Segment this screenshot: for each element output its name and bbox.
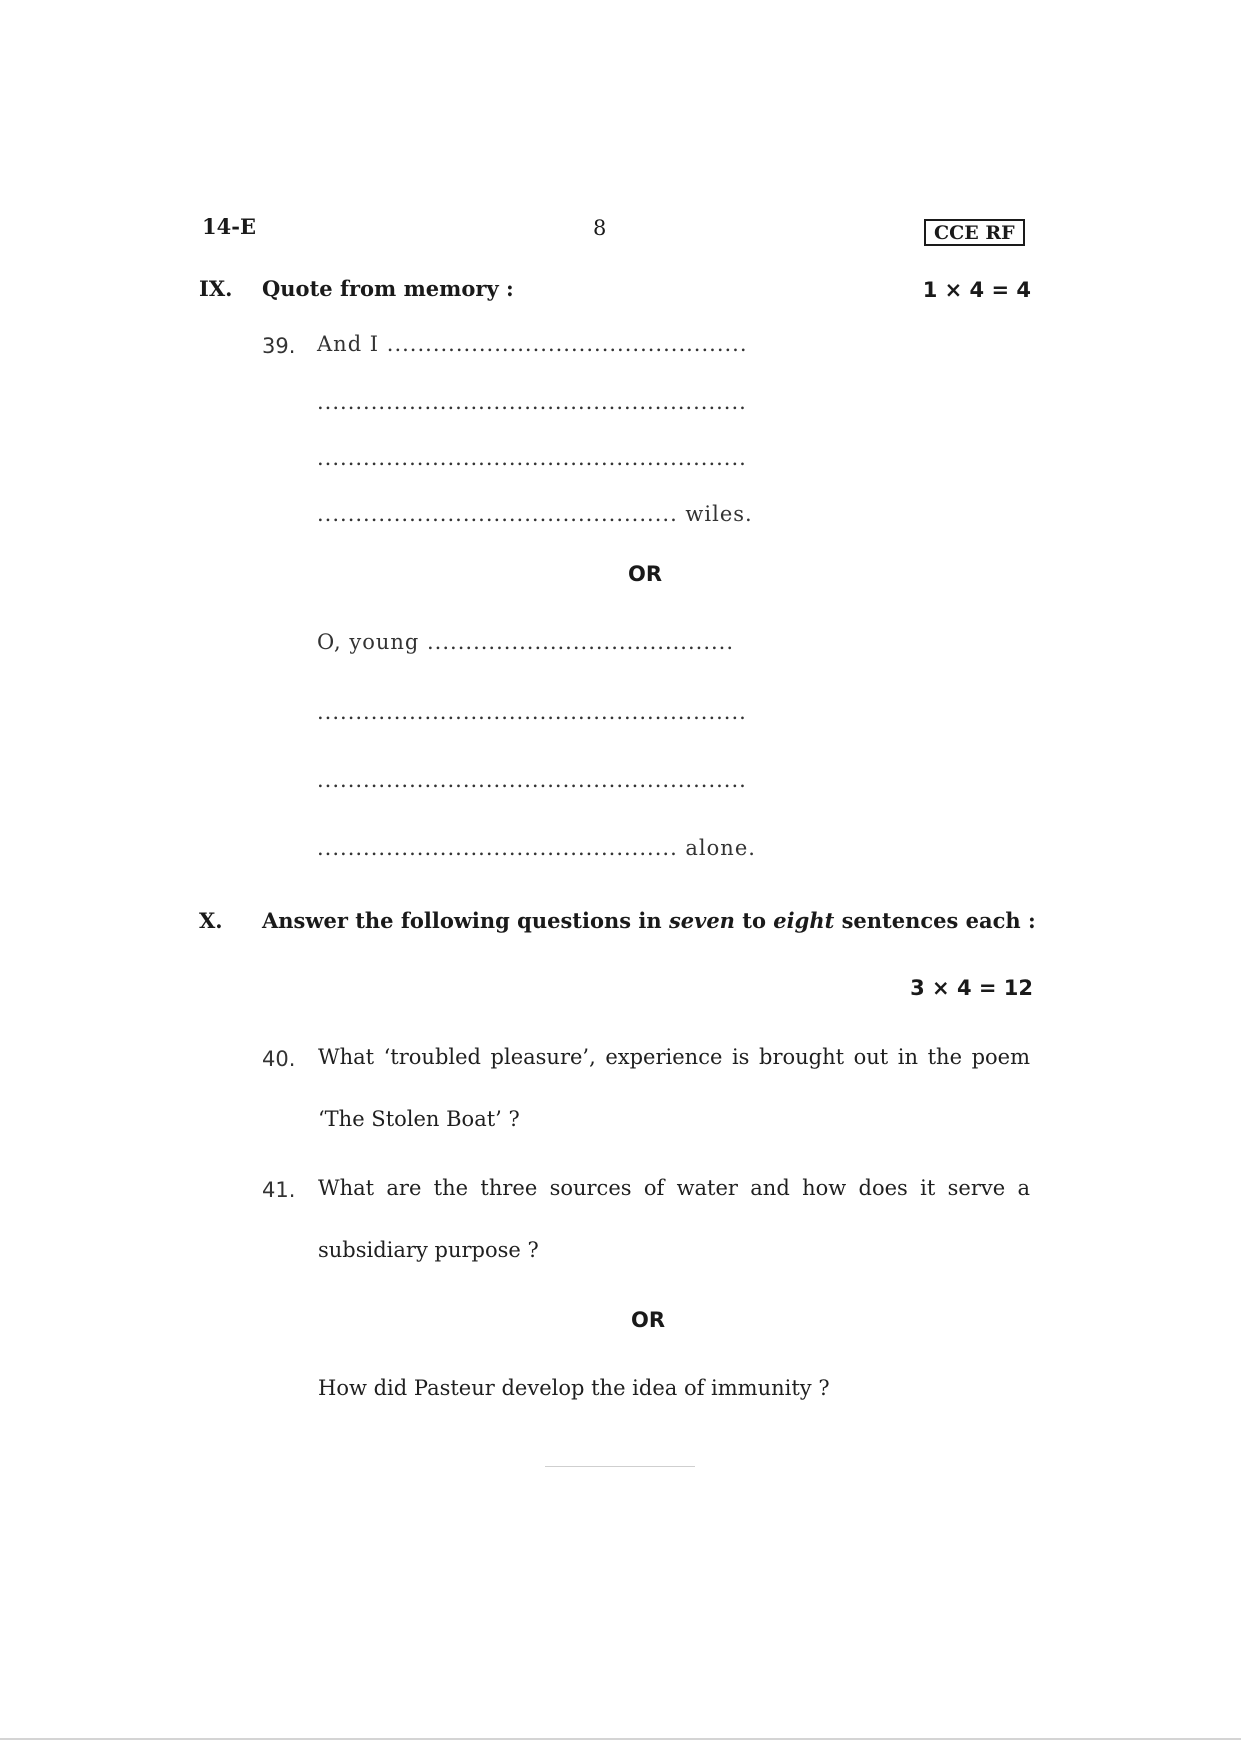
question-39-number: 39. — [262, 334, 296, 358]
quote-alt-line-4: ............................................... alone. — [317, 836, 756, 860]
question-40-line-2: ‘The Stolen Boat’ ? — [318, 1107, 520, 1131]
question-41-number: 41. — [262, 1178, 296, 1202]
quote-alt-line-3: ........................................................ — [317, 768, 747, 792]
scan-artifact-line — [545, 1466, 695, 1467]
section-x-or: OR — [631, 1308, 666, 1332]
exam-ref-box: CCE RF — [924, 219, 1025, 246]
page-number: 8 — [593, 216, 607, 240]
question-41-alternative: How did Pasteur develop the idea of immunity ? — [318, 1376, 830, 1400]
question-41-line-2: subsidiary purpose ? — [318, 1238, 539, 1262]
section-x-title: Answer the following questions in seven to eight sentences each : — [262, 908, 1036, 933]
question-40-line-1: What ‘troubled pleasure’, experience is brought out in the poem — [318, 1045, 1030, 1069]
quote-39-line-2: ........................................................ — [317, 390, 747, 414]
section-ix-number: IX. — [199, 276, 233, 301]
question-40-number: 40. — [262, 1047, 296, 1071]
section-x-marks: 3 × 4 = 12 — [910, 976, 1033, 1000]
section-x-number: X. — [199, 908, 223, 933]
page-bottom-edge — [0, 1738, 1241, 1740]
quote-39-line-3: ........................................................ — [317, 446, 747, 470]
quote-39-line-4: ............................................... wiles. — [317, 502, 753, 526]
quote-alt-line-2: ........................................................ — [317, 700, 747, 724]
section-ix-marks: 1 × 4 = 4 — [922, 278, 1031, 302]
section-ix-or: OR — [628, 562, 663, 586]
quote-alt-line-1: O, young ........................................ — [317, 630, 735, 654]
question-41-line-1: What are the three sources of water and how does it serve a — [318, 1176, 1030, 1200]
quote-39-line-1: And I ............................................... — [317, 332, 748, 356]
section-ix-title: Quote from memory : — [262, 276, 514, 301]
paper-code: 14-E — [202, 214, 256, 239]
